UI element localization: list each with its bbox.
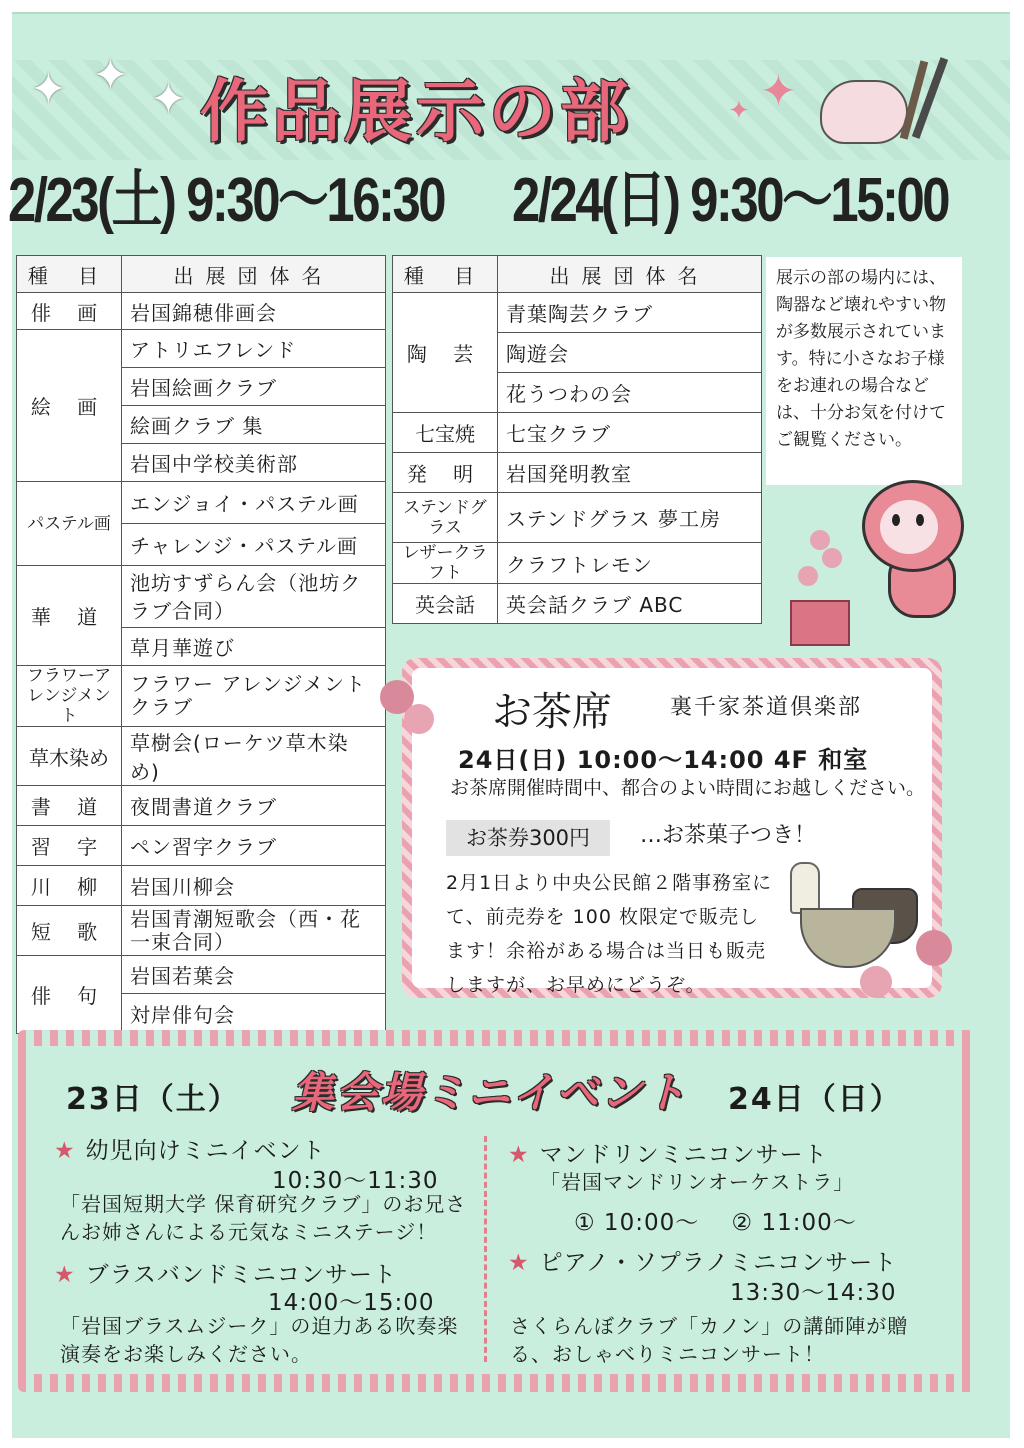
group-cell: 岩国錦穂俳画会 (122, 293, 386, 330)
tea-ceremony-time: 24日(日) 10:00～14:00 4F 和室 (458, 746, 869, 774)
category-cell: 七宝焼 (393, 413, 498, 453)
category-cell: 書 道 (17, 786, 122, 826)
group-cell: フラワー アレンジメントクラブ (122, 666, 386, 727)
flower-icon (404, 704, 434, 734)
category-cell: 俳 句 (17, 956, 122, 1034)
col-header-groups: 出展団体名 (498, 256, 762, 293)
date-saturday: 2/23(土) 9:30～16:30 (8, 166, 445, 235)
event-time: 10:30～11:30 (272, 1168, 439, 1194)
category-cell: 草木染め (17, 727, 122, 786)
category-cell: フラワーアレンジメント (17, 666, 122, 727)
date-sunday: 2/24(日) 9:30～15:00 (512, 166, 949, 235)
event-time: 13:30～14:30 (730, 1280, 897, 1306)
bear-face (880, 500, 938, 554)
star-icon: ★ (54, 1262, 76, 1288)
star-icon: ★ (508, 1142, 530, 1168)
group-cell: 岩国若葉会 (122, 956, 386, 994)
group-cell: 英会話クラブ ABC (498, 584, 762, 624)
event-title: ★ ブラスバンドミニコンサート (54, 1262, 397, 1288)
event-title: ★ マンドリンミニコンサート (508, 1142, 828, 1168)
group-cell: ペン習字クラブ (122, 826, 386, 866)
event-title: ★ ピアノ・ソプラノミニコンサート (508, 1250, 898, 1276)
sparkle-icon: ✦ (92, 50, 129, 101)
tea-whisk-icon (790, 862, 820, 914)
category-cell: 習 字 (17, 826, 122, 866)
group-cell: 岩国青潮短歌会（西・花一束合同） (122, 906, 386, 956)
group-cell: 青葉陶芸クラブ (498, 293, 762, 333)
category-cell: 発 明 (393, 453, 498, 493)
group-cell: 岩国中学校美術部 (122, 444, 386, 482)
category-cell: 絵 画 (17, 330, 122, 482)
group-cell: 対岸俳句会 (122, 994, 386, 1034)
page-title: 作品展示の部 (200, 73, 633, 152)
group-cell: アトリエフレンド (122, 330, 386, 368)
group-cell: 陶遊会 (498, 333, 762, 373)
group-cell: エンジョイ・パステル画 (122, 482, 386, 524)
tea-ticket-extra: …お茶菓子つき！ (640, 823, 817, 848)
event-description: 「岩国ブラスムジーク」の迫力ある吹奏楽演奏をお楽しみください。 (60, 1314, 459, 1366)
col-header-category: 種 目 (17, 256, 122, 293)
category-cell: ステンドグラス (393, 493, 498, 543)
sparkle-icon: ✦ (760, 66, 797, 117)
group-cell: ステンドグラス 夢工房 (498, 493, 762, 543)
bear-eye (892, 514, 900, 526)
event-performer: 「岩国マンドリンオーケストラ」 (540, 1170, 855, 1194)
group-cell: 草月華遊び (122, 628, 386, 666)
paint-palette-icon (820, 80, 908, 144)
sparkle-icon: ✦ (728, 96, 750, 126)
group-cell: 岩国川柳会 (122, 866, 386, 906)
tea-ticket-price: お茶券300円 (446, 820, 610, 856)
group-cell: 池坊すずらん会（池坊クラブ合同） (122, 566, 386, 628)
events-day-saturday: 23日（土） (66, 1082, 240, 1117)
category-cell: レザークラフト (393, 543, 498, 584)
category-cell: 英会話 (393, 584, 498, 624)
event-title: ★ 幼児向けミニイベント (54, 1138, 326, 1164)
flower-icon (810, 530, 830, 550)
group-cell: 夜間書道クラブ (122, 786, 386, 826)
category-cell: 川 柳 (17, 866, 122, 906)
group-cell: 花うつわの会 (498, 373, 762, 413)
events-day-sunday: 24日（日） (728, 1082, 902, 1117)
group-cell: チャレンジ・パステル画 (122, 524, 386, 566)
group-cell: 岩国発明教室 (498, 453, 762, 493)
tea-ceremony-title: お茶席 (492, 689, 612, 735)
category-cell: 短 歌 (17, 906, 122, 956)
event-description: さくらんぼクラブ「カノン」の講師陣が贈る、おしゃべりミニコンサート！ (510, 1314, 909, 1366)
star-icon: ★ (508, 1250, 530, 1276)
events-title: 集会場ミニイベント (292, 1068, 689, 1117)
star-icon: ★ (54, 1138, 76, 1164)
flower-icon (798, 566, 818, 586)
flower-icon (822, 548, 842, 568)
category-cell: 陶 芸 (393, 293, 498, 413)
category-cell: パステル画 (17, 482, 122, 566)
col-header-category: 種 目 (393, 256, 498, 293)
category-cell: 俳 画 (17, 293, 122, 330)
sparkle-icon: ✦ (150, 74, 187, 125)
tea-ticket-details: 2月1日より中央公民館２階事務室にて、前売券を 100 枚限定で販売します！余裕がある場合は当日も販売しますが、お早めにどうぞ。 (446, 872, 773, 996)
event-description: 「岩国短期大学 保育研究クラブ」のお兄さんお姉さんによる元気なミニステージ！ (60, 1192, 467, 1244)
group-cell: 絵画クラブ 集 (122, 406, 386, 444)
sparkle-icon: ✦ (30, 64, 67, 115)
event-time: 14:00～15:00 (268, 1290, 435, 1316)
flower-icon (916, 930, 952, 966)
group-cell: クラフトレモン (498, 543, 762, 584)
col-header-groups: 出展団体名 (122, 256, 386, 293)
tea-ceremony-host: 裏千家茶道倶楽部 (670, 695, 863, 720)
exhibition-table-left (16, 255, 386, 1034)
flower-icon (860, 966, 892, 998)
bear-eye (916, 514, 924, 526)
group-cell: 七宝クラブ (498, 413, 762, 453)
caution-note: 展示の部の場内には、陶器など壊れやすい物が多数展示されています。特に小さなお子様をお連れの場合などは、十分お気を付けてご観覧ください。 (766, 257, 962, 485)
group-cell: 草樹会(ローケツ草木染め) (122, 727, 386, 786)
events-divider (484, 1136, 487, 1362)
tea-ceremony-message: お茶席開催時間中、都合のよい時間にお越しください。 (450, 777, 926, 799)
category-cell: 華 道 (17, 566, 122, 666)
flower-pot-illustration (790, 600, 850, 646)
group-cell: 岩国絵画クラブ (122, 368, 386, 406)
event-time: ① 10:00～ ② 11:00～ (574, 1210, 857, 1236)
exhibition-table-right (392, 255, 762, 624)
